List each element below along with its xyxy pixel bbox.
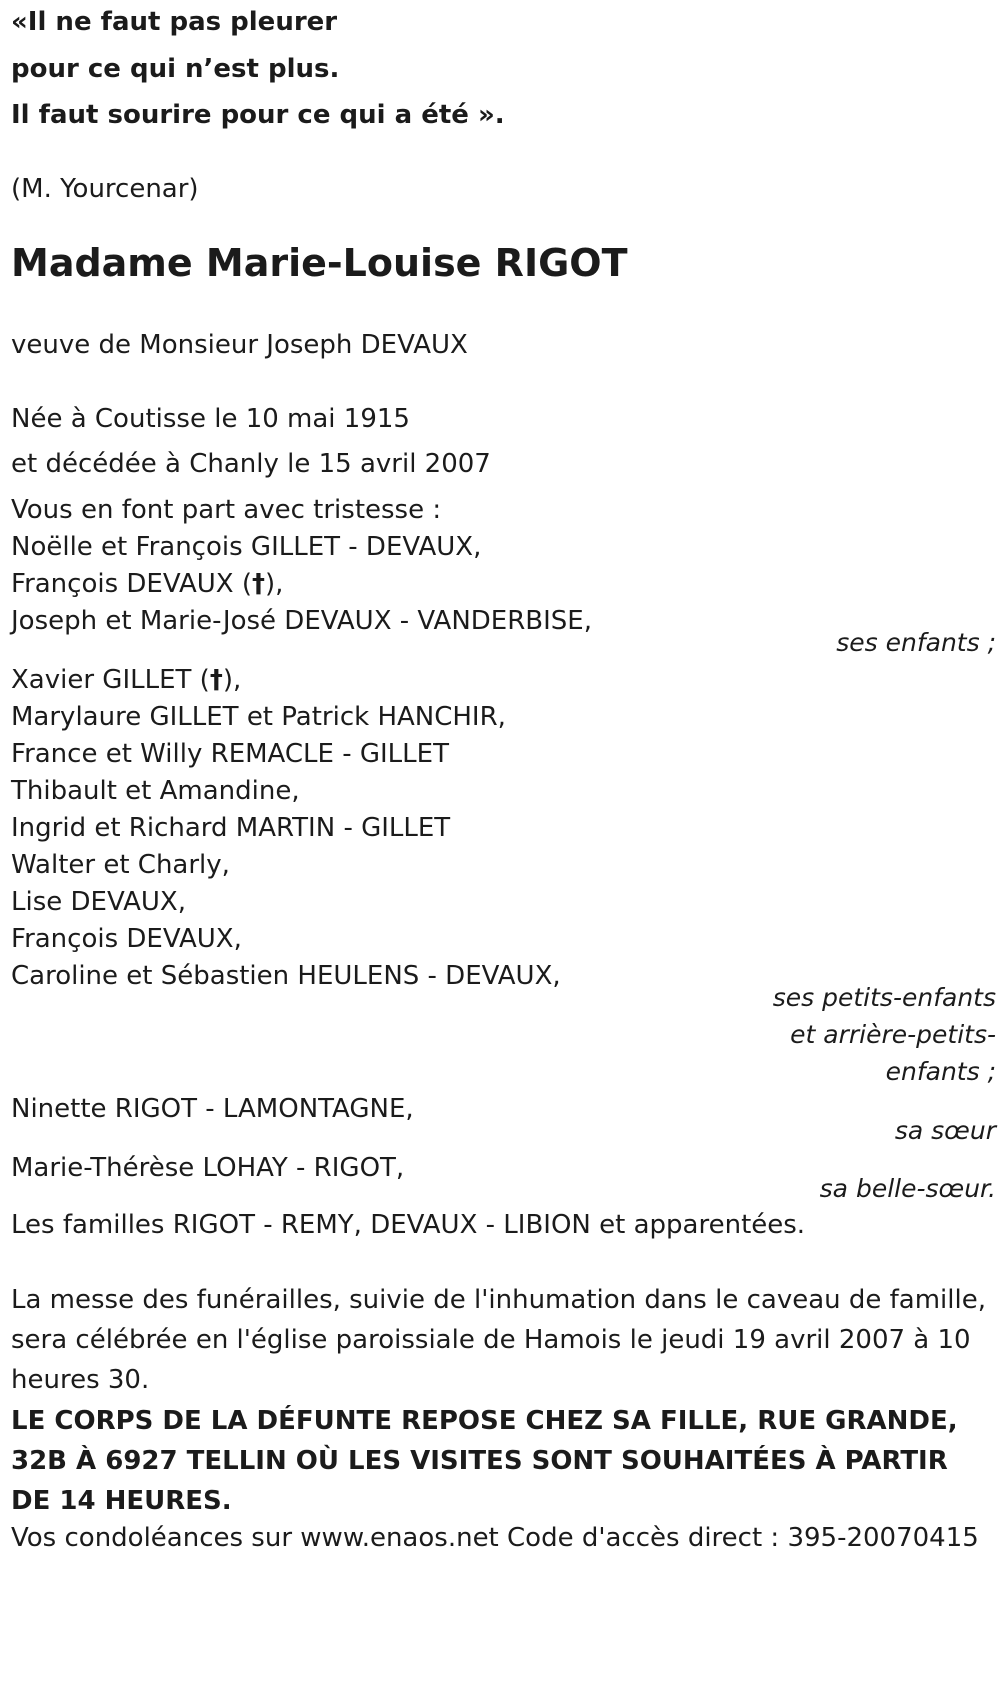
sister-role: sa sœur: [894, 1116, 996, 1145]
grandchild-line: François DEVAUX,: [11, 924, 242, 954]
grandchild-line: Caroline et Sébastien HEULENS - DEVAUX,: [11, 961, 561, 991]
grandchild-line: Walter et Charly,: [11, 850, 230, 880]
grandchildren-role-3: enfants ;: [885, 1057, 996, 1086]
grandchild-line: Thibault et Amandine,: [11, 776, 300, 806]
cross-icon: †: [209, 665, 223, 695]
grandchild-line: Marylaure GILLET et Patrick HANCHIR,: [11, 702, 506, 732]
birth-line: Née à Coutisse le 10 mai 1915: [11, 404, 410, 434]
grandchild-line-cross: [11, 664, 241, 696]
child-line: Joseph et Marie-José DEVAUX - VANDERBISE,: [11, 606, 592, 636]
death-line: et décédée à Chanly le 15 avril 2007: [11, 449, 491, 479]
grandchild-line: Ingrid et Richard MARTIN - GILLET: [11, 813, 451, 843]
families-line: Les familles RIGOT - REMY, DEVAUX - LIBION et apparentées.: [11, 1210, 806, 1240]
grandchild-suffix: ),: [222, 665, 242, 695]
deceased-name: Madame Marie-Louise RIGOT: [11, 241, 628, 285]
quote-line-3: Il faut sourire pour ce qui a été ».: [11, 100, 505, 130]
sister-in-law-name: Marie-Thérèse LOHAY - RIGOT,: [11, 1153, 405, 1183]
spouse-line: veuve de Monsieur Joseph DEVAUX: [11, 330, 468, 360]
grandchildren-role-2: et arrière-petits-: [790, 1020, 996, 1049]
child-line-cross: [11, 568, 283, 600]
grandchild-name: Xavier GILLET (: [11, 665, 210, 695]
grandchildren-role-1: ses petits-enfants: [772, 983, 996, 1012]
quote-line-2: pour ce qui n’est plus.: [11, 54, 340, 84]
sister-name: Ninette RIGOT - LAMONTAGNE,: [11, 1094, 414, 1124]
funeral-paragraph: La messe des funérailles, suivie de l'inhumation dans le caveau de famille, sera célébrée en l'église paroissiale de Hamois le jeudi 19 avril 2007 à 10 heures 30.: [11, 1285, 986, 1395]
child-line: Noëlle et François GILLET - DEVAUX,: [11, 532, 482, 562]
announce-line: Vous en font part avec tristesse :: [11, 495, 442, 525]
visit-paragraph: LE CORPS DE LA DÉFUNTE REPOSE CHEZ SA FILLE, RUE GRANDE, 32B À 6927 TELLIN OÙ LES VISITES SONT SOUHAITÉES À PARTIR DE 14 HEURES.: [11, 1406, 958, 1516]
quote-author: (M. Yourcenar): [11, 174, 199, 204]
grandchild-line: Lise DEVAUX,: [11, 887, 186, 917]
children-role: ses enfants ;: [836, 628, 996, 657]
child-suffix: ),: [265, 569, 284, 599]
quote-line-1: «Il ne faut pas pleurer: [11, 7, 338, 37]
sister-in-law-role: sa belle-sœur.: [819, 1174, 996, 1203]
condolences-line: Vos condoléances sur www.enaos.net Code d'accès direct : 395-20070415: [11, 1523, 979, 1553]
child-name: François DEVAUX (: [11, 569, 253, 599]
cross-icon: †: [252, 569, 266, 599]
grandchild-line: France et Willy REMACLE - GILLET: [11, 739, 449, 769]
